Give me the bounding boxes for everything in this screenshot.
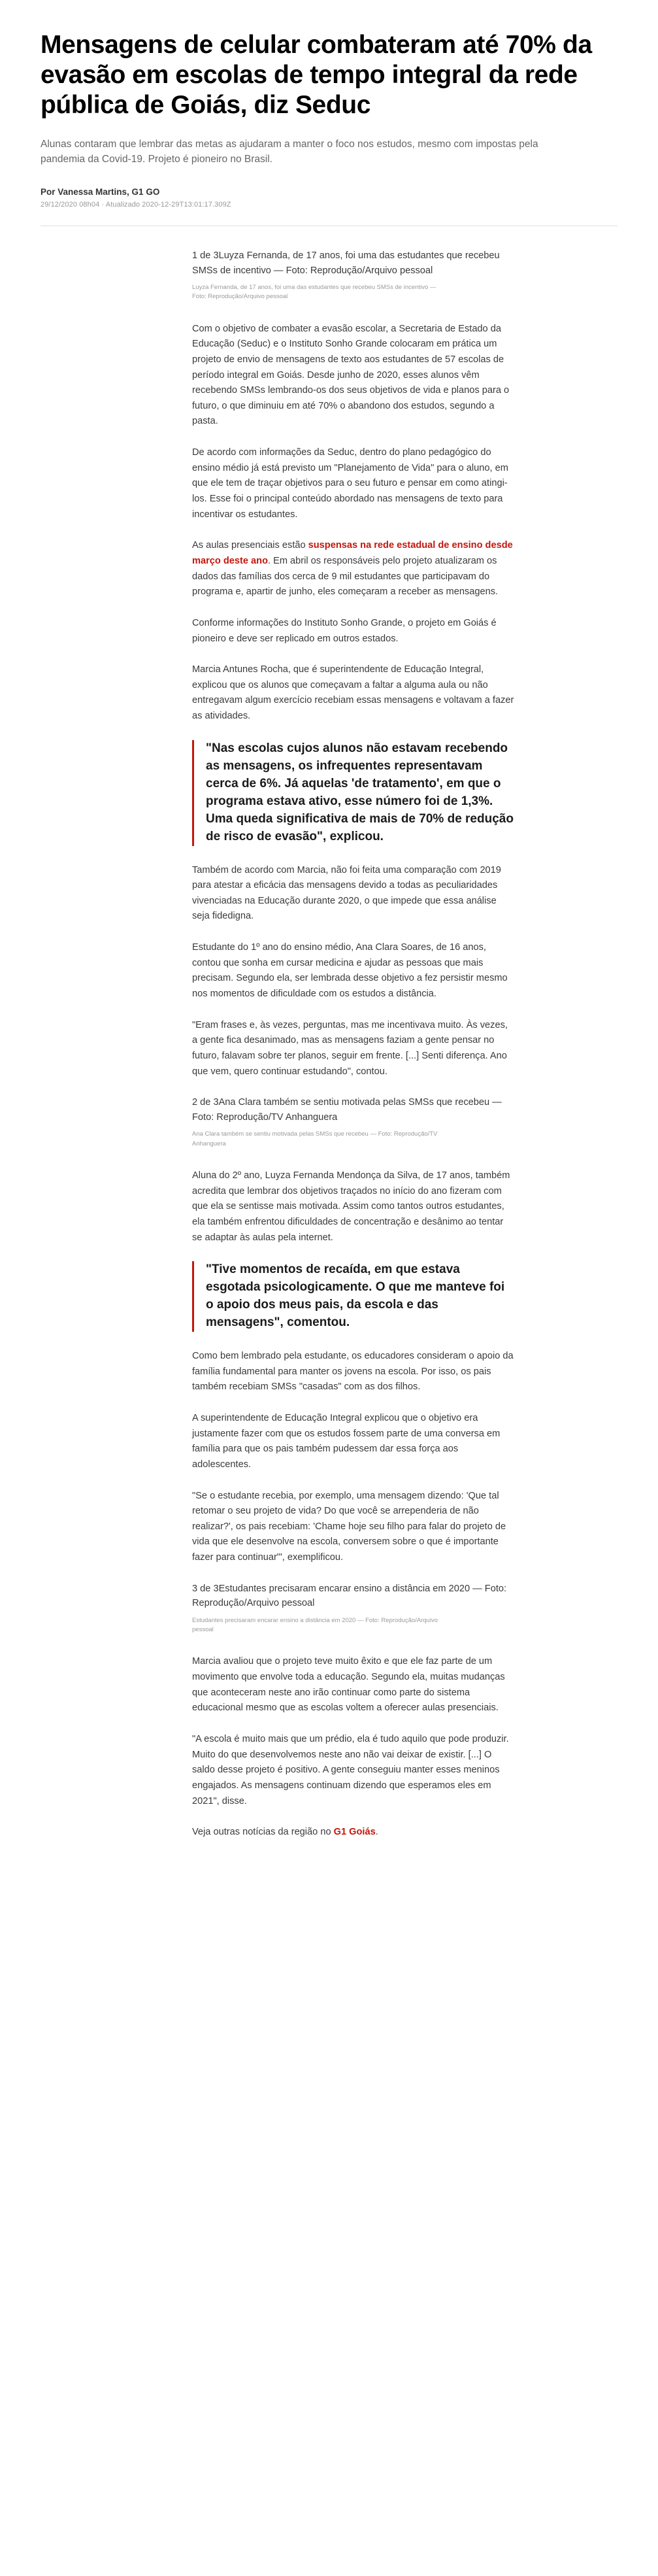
paragraph: "Eram frases e, às vezes, perguntas, mas me incentivava muito. Às vezes, a gente fica desanimado, mas as mensagens faziam a gente pensar no futuro, falavam sobre ter planos, seguir em frente. [...] Senti diferença. Ano que vem, quero continuar estudando", contou. xyxy=(192,1019,508,1077)
article-header xyxy=(0,0,658,209)
paragraph: Aluna do 2º ano, Luyza Fernanda Mendonça da Silva, de 17 anos, também acredita que lembrar dos objetivos traçados no início do ano fizeram com que ela se sentisse mais motivada. Assim como tantos outros estudantes, ela também enfrentou dificuldades de concentração e desânimo ao tentar se adaptar às aulas pela internet. xyxy=(192,1170,510,1243)
figure-2-credit: Ana Clara também se sentiu motivada pelas SMSs que recebeu — Foto: Reprodução/TV Anhanguera xyxy=(192,1130,438,1147)
article-timestamps: 29/12/2020 08h04 · Atualizado 2020-12-29T13:01:17.309Z xyxy=(41,200,231,209)
paragraph: Como bem lembrado pela estudante, os educadores consideram o apoio da família fundamental para manter os jovens na escola. Por isso, os pais também recebiam SMSs "casadas" com as dos filhos. xyxy=(192,1351,514,1393)
related-link-paragraph xyxy=(192,1825,515,1840)
paragraph: A superintendente de Educação Integral explicou que o objetivo era justamente fazer com que os estudos fossem parte de uma conversa em família para que os pais também pudessem dar essa força aos adolescentes. xyxy=(192,1412,501,1470)
paragraph: Também de acordo com Marcia, não foi feita uma comparação com 2019 para atestar a eficácia das mensagens devido a todas as peculiaridades vivenciadas na Educação durante 2020, o que impede que essa análise seja fidedigna. xyxy=(192,864,501,922)
article-body xyxy=(0,248,658,1840)
paragraph: Marcia Antunes Rocha, que é superintendente de Educação Integral, explicou que os alunos que começavam a faltar a alguma aula ou não entregavam algum exercício recebiam essas mensagens e voltavam a fazer as atividades. xyxy=(192,664,514,722)
paragraph: Estudante do 1º ano do ensino médio, Ana Clara Soares, de 16 anos, contou que sonha em cursar medicina e ajudar as pessoas que mais precisam. Segundo ela, ser lembrada desse objetivo a fez persistir mesmo nos momentos de dificuldade com os estudos a distância. xyxy=(192,942,508,1000)
article-subheadline: Alunas contaram que lembrar das metas as ajudaram a manter o foco nos estudos, mesmo com impostas pela pandemia da Covid-19. Projeto é pioneiro no Brasil. xyxy=(41,139,538,165)
article-byline: Por Vanessa Martins, G1 GO xyxy=(41,186,160,197)
g1-goias-link[interactable]: G1 Goiás xyxy=(333,1827,376,1838)
paragraph: "A escola é muito mais que um prédio, ela é tudo aquilo que pode produzir. Muito do que desenvolvemos neste ano não vai deixar de existir. [...] O saldo desse projeto é positivo. A gente conseguiu manter esses meninos engajados. As mensagens continuam dizendo que esperamos eles em 2021", disse. xyxy=(192,1734,509,1806)
figure-1-caption: 1 de 3Luyza Fernanda, de 17 anos, foi uma das estudantes que recebeu SMSs de incentivo — Foto: Reprodução/Arquivo pessoal xyxy=(192,250,500,276)
paragraph: De acordo com informações da Seduc, dentro do plano pedagógico do ensino médio já está previsto um "Planejamento de Vida" para o aluno, em que ele tem de traçar objetivos para o seu futuro e pensar em como atingi-los. Esse foi o principal conteúdo abordado nas mensagens de texto para incentivar os estudantes. xyxy=(192,447,508,520)
paragraph: Com o objetivo de combater a evasão escolar, a Secretaria de Estado da Educação (Seduc) e o Instituto Sonho Grande colocaram em prática um projeto de envio de mensagens de texto aos estudantes de 57 escolas de período integral em Goiás. Desde junho de 2020, esses alunos vêm recebendo SMSs lembrando-os dos seus objetivos de vida e planos para o futuro, o que diminuiu em até 70% o abandono dos estudos, segundo a pasta. xyxy=(192,323,510,427)
figure-3-credit: Estudantes precisaram encarar ensino a distância em 2020 — Foto: Reprodução/Arquivo pessoal xyxy=(192,1616,438,1634)
page-title: Mensagens de celular combateram até 70% da evasão em escolas de tempo integral da rede pública de Goiás, diz Seduc xyxy=(41,31,592,120)
paragraph-with-highlight xyxy=(192,538,515,600)
related-text-post: . xyxy=(375,1827,378,1838)
paragraph: "Se o estudante recebia, por exemplo, uma mensagem dizendo: 'Que tal retomar o seu projeto de vida? Do que você se arrependeria de não realizar?', os pais recebiam: 'Chame hoje seu filho para falar do projeto de vida que ele desenvolve na escola, conversem sobre o que é importante fazer para continuar'", exemplificou. xyxy=(192,1490,506,1563)
pull-quote: "Tive momentos de recaída, em que estava esgotada psicologicamente. O que me manteve foi o apoio dos meus pais, da escola e das mensagens", comentou. xyxy=(192,1261,515,1332)
inline-highlight-link[interactable]: suspensas na rede estadual de ensino desde março deste ano xyxy=(192,540,513,566)
paragraph: Marcia avaliou que o projeto teve muito êxito e que ele faz parte de um movimento que envolve toda a educação. Segundo ela, muitas mudanças que aconteceram neste ano irão continuar como parte do sistema educacional mesmo que as escolas voltem a oferecer aulas presenciais. xyxy=(192,1656,505,1714)
pull-quote: "Nas escolas cujos alunos não estavam recebendo as mensagens, os infrequentes representavam cerca de 6%. Já aquelas 'de tratamento', em que o programa estava ativo, esse número foi de 1,3%. Uma queda significativa de mais de 70% de redução de risco de evasão", explicou. xyxy=(192,740,515,846)
figure-1-credit: Luyza Fernanda, de 17 anos, foi uma das estudantes que recebeu SMSs de incentivo — Foto: Reprodução/Arquivo pessoal xyxy=(192,284,436,301)
paragraph-text-pre: As aulas presenciais estão xyxy=(192,540,308,551)
related-text-pre: Veja outras notícias da região no xyxy=(192,1827,334,1838)
paragraph-text-post: . Em abril os responsáveis pelo projeto atualizaram os dados das famílias dos cerca de 9 mil estudantes que participavam do programa e, apartir de junho, eles começaram a receber as mensagens. xyxy=(192,555,499,598)
figure-3-caption: 3 de 3Estudantes precisaram encarar ensino a distância em 2020 — Foto: Reprodução/Arquivo pessoal xyxy=(192,1583,507,1609)
figure-2-caption: 2 de 3Ana Clara também se sentiu motivada pelas SMSs que recebeu — Foto: Reprodução/TV Anhanguera xyxy=(192,1097,502,1123)
paragraph: Conforme informações do Instituto Sonho Grande, o projeto em Goiás é pioneiro e deve ser replicado em outros estados. xyxy=(192,617,497,644)
